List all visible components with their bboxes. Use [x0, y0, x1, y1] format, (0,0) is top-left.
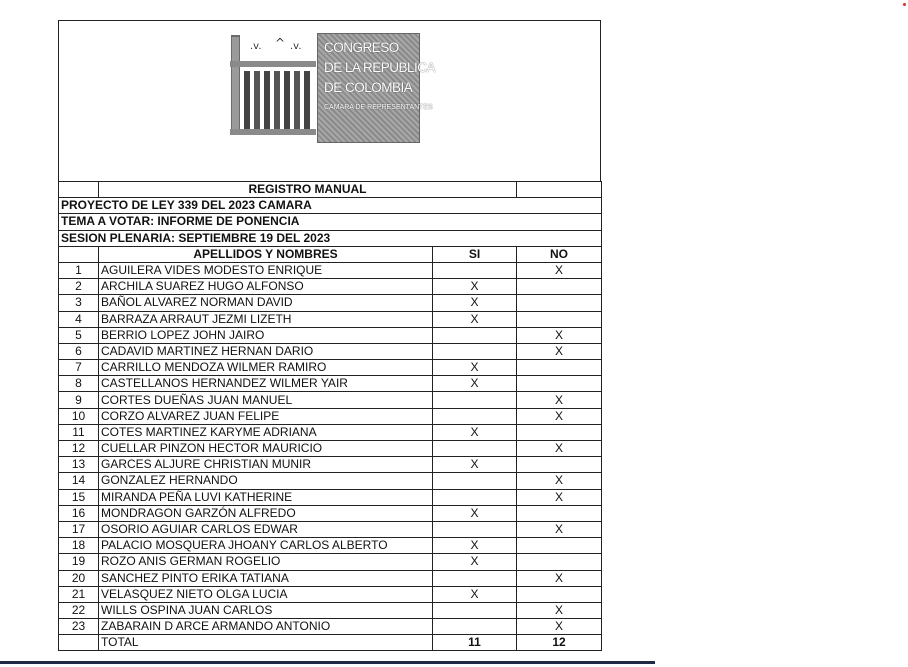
- table-row: [59, 360, 602, 376]
- row-name: CARRILLO MENDOZA WILMER RAMIRO: [99, 360, 433, 376]
- row-number: 17: [59, 521, 99, 537]
- row-si-vote: X: [433, 376, 517, 392]
- row-no-vote: X: [517, 619, 602, 635]
- row-no-vote: [517, 554, 602, 570]
- row-name: COTES MARTINEZ KARYME ADRIANA: [99, 424, 433, 440]
- table-row: [59, 392, 602, 408]
- project-row: [59, 198, 602, 214]
- row-si-vote: [433, 392, 517, 408]
- table-row: [59, 327, 602, 343]
- row-no-vote: [517, 376, 602, 392]
- row-si-vote: [433, 521, 517, 537]
- row-si-vote: [433, 327, 517, 343]
- row-number: 23: [59, 619, 99, 635]
- table-row: [59, 343, 602, 359]
- column-header-row: [59, 246, 602, 262]
- row-no-vote: [517, 457, 602, 473]
- header-num-cell: [59, 246, 99, 262]
- row-number: 19: [59, 554, 99, 570]
- row-si-vote: [433, 473, 517, 489]
- row-name: CORTES DUEÑAS JUAN MANUEL: [99, 392, 433, 408]
- topic-label: TEMA A VOTAR: INFORME DE PONENCIA: [59, 214, 602, 230]
- total-no: 12: [517, 635, 602, 651]
- total-label: TOTAL: [99, 635, 433, 651]
- total-empty-cell: [59, 635, 99, 651]
- header-name: APELLIDOS Y NOMBRES: [99, 246, 433, 262]
- row-number: 6: [59, 343, 99, 359]
- row-number: 3: [59, 295, 99, 311]
- row-no-vote: X: [517, 473, 602, 489]
- row-name: WILLS OSPINA JUAN CARLOS: [99, 602, 433, 618]
- table-row: [59, 602, 602, 618]
- row-number: 22: [59, 602, 99, 618]
- title-empty-cell: [59, 182, 99, 198]
- red-dot-mark: [903, 3, 906, 6]
- row-no-vote: X: [517, 441, 602, 457]
- table-row: [59, 424, 602, 440]
- row-si-vote: X: [433, 505, 517, 521]
- row-name: ARCHILA SUAREZ HUGO ALFONSO: [99, 279, 433, 295]
- row-number: 5: [59, 327, 99, 343]
- row-si-vote: X: [433, 311, 517, 327]
- row-number: 11: [59, 424, 99, 440]
- row-number: 12: [59, 441, 99, 457]
- row-number: 8: [59, 376, 99, 392]
- row-name: CASTELLANOS HERNANDEZ WILMER YAIR: [99, 376, 433, 392]
- row-no-vote: [517, 311, 602, 327]
- project-label: PROYECTO DE LEY 339 DEL 2023 CAMARA: [59, 198, 602, 214]
- title-row: [59, 182, 602, 198]
- row-name: MIRANDA PEÑA LUVI KATHERINE: [99, 489, 433, 505]
- row-name: GARCES ALJURE CHRISTIAN MUNIR: [99, 457, 433, 473]
- row-no-vote: [517, 505, 602, 521]
- row-si-vote: X: [433, 457, 517, 473]
- table-row: [59, 570, 602, 586]
- logo-line-1: CONGRESO: [324, 40, 399, 55]
- row-si-vote: [433, 489, 517, 505]
- total-row: [59, 635, 602, 651]
- header-si: SI: [433, 246, 517, 262]
- row-name: SANCHEZ PINTO ERIKA TATIANA: [99, 570, 433, 586]
- table-row: [59, 376, 602, 392]
- row-si-vote: [433, 408, 517, 424]
- row-si-vote: X: [433, 424, 517, 440]
- capitol-pillars-icon: [230, 33, 318, 138]
- session-label: SESION PLENARIA: SEPTIEMBRE 19 DEL 2023: [59, 230, 602, 246]
- row-no-vote: [517, 538, 602, 554]
- header-no: NO: [517, 246, 602, 262]
- topic-row: [59, 214, 602, 230]
- row-number: 2: [59, 279, 99, 295]
- table-row: [59, 311, 602, 327]
- row-name: GONZALEZ HERNANDO: [99, 473, 433, 489]
- vote-register-table: [58, 181, 602, 651]
- row-si-vote: [433, 441, 517, 457]
- svg-text:.v.: .v.: [250, 41, 262, 52]
- row-number: 18: [59, 538, 99, 554]
- row-number: 7: [59, 360, 99, 376]
- row-si-vote: [433, 570, 517, 586]
- row-no-vote: X: [517, 392, 602, 408]
- logo-text-box: [317, 33, 436, 143]
- row-number: 20: [59, 570, 99, 586]
- row-number: 14: [59, 473, 99, 489]
- table-row: [59, 473, 602, 489]
- table-row: [59, 262, 602, 278]
- row-si-vote: X: [433, 295, 517, 311]
- svg-text:.v.: .v.: [290, 41, 302, 52]
- row-name: AGUILERA VIDES MODESTO ENRIQUE: [99, 262, 433, 278]
- table-row: [59, 521, 602, 537]
- row-name: BARRAZA ARRAUT JEZMI LIZETH: [99, 311, 433, 327]
- title-empty-cell-right: [517, 182, 602, 198]
- row-name: BERRIO LOPEZ JOHN JAIRO: [99, 327, 433, 343]
- table-row: [59, 505, 602, 521]
- table-row: [59, 489, 602, 505]
- row-name: BAÑOL ALVAREZ NORMAN DAVID: [99, 295, 433, 311]
- row-no-vote: [517, 586, 602, 602]
- row-no-vote: X: [517, 262, 602, 278]
- row-no-vote: X: [517, 570, 602, 586]
- row-no-vote: X: [517, 327, 602, 343]
- congreso-logo: [230, 33, 436, 143]
- table-row: [59, 554, 602, 570]
- row-no-vote: X: [517, 489, 602, 505]
- row-number: 13: [59, 457, 99, 473]
- row-si-vote: X: [433, 586, 517, 602]
- row-name: CUELLAR PINZON HECTOR MAURICIO: [99, 441, 433, 457]
- logo-line-2: DE LA REPUBLICA: [324, 60, 436, 75]
- table-row: [59, 408, 602, 424]
- row-name: VELASQUEZ NIETO OLGA LUCIA: [99, 586, 433, 602]
- logo-subline: CAMARA DE REPRESENTANTES: [324, 104, 433, 111]
- row-name: CADAVID MARTINEZ HERNAN DARIO: [99, 343, 433, 359]
- row-si-vote: X: [433, 538, 517, 554]
- row-si-vote: [433, 602, 517, 618]
- row-name: MONDRAGON GARZÓN ALFREDO: [99, 505, 433, 521]
- row-number: 9: [59, 392, 99, 408]
- row-no-vote: [517, 295, 602, 311]
- total-si: 11: [433, 635, 517, 651]
- row-si-vote: [433, 262, 517, 278]
- row-name: CORZO ALVAREZ JUAN FELIPE: [99, 408, 433, 424]
- row-si-vote: [433, 343, 517, 359]
- row-si-vote: X: [433, 360, 517, 376]
- table-row: [59, 586, 602, 602]
- row-si-vote: X: [433, 279, 517, 295]
- row-number: 21: [59, 586, 99, 602]
- bottom-border-line: [0, 661, 655, 664]
- row-name: ROZO ANIS GERMAN ROGELIO: [99, 554, 433, 570]
- row-name: OSORIO AGUIAR CARLOS EDWAR: [99, 521, 433, 537]
- row-number: 10: [59, 408, 99, 424]
- row-number: 4: [59, 311, 99, 327]
- table-row: [59, 279, 602, 295]
- row-no-vote: X: [517, 343, 602, 359]
- row-si-vote: [433, 619, 517, 635]
- table-row: [59, 295, 602, 311]
- table-row: [59, 619, 602, 635]
- row-si-vote: X: [433, 554, 517, 570]
- row-no-vote: X: [517, 408, 602, 424]
- table-row: [59, 538, 602, 554]
- row-no-vote: X: [517, 602, 602, 618]
- session-row: [59, 230, 602, 246]
- row-no-vote: [517, 424, 602, 440]
- row-number: 16: [59, 505, 99, 521]
- row-number: 1: [59, 262, 99, 278]
- row-no-vote: [517, 279, 602, 295]
- document-title: REGISTRO MANUAL: [99, 182, 517, 198]
- svg-text:^: ^: [275, 36, 286, 50]
- row-no-vote: [517, 360, 602, 376]
- row-name: PALACIO MOSQUERA JHOANY CARLOS ALBERTO: [99, 538, 433, 554]
- row-name: ZABARAIN D ARCE ARMANDO ANTONIO: [99, 619, 433, 635]
- table-row: [59, 457, 602, 473]
- table-row: [59, 441, 602, 457]
- row-no-vote: X: [517, 521, 602, 537]
- row-number: 15: [59, 489, 99, 505]
- logo-line-3: DE COLOMBIA: [324, 80, 413, 95]
